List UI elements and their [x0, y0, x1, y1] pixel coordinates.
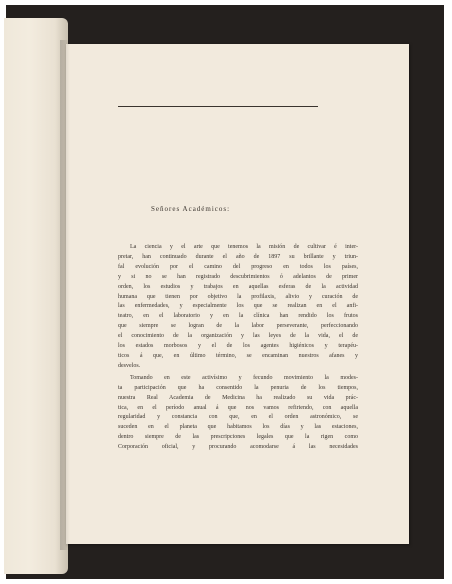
left-page-edge — [4, 18, 68, 574]
header-rule — [118, 106, 318, 107]
text-line: ta participación que ha consentido la penuria de los tiempos, — [118, 384, 358, 391]
text-line: regularidad y constancia con que, en el orden astronómico, se — [118, 414, 358, 421]
text-line: y si no se han registrado descubrimientos ó adelantos de primer — [118, 273, 358, 280]
paragraph-1 — [118, 243, 358, 372]
text-line: dentro siempre de las prescripciones legales que la rigen como — [118, 434, 358, 441]
text-line: fal evolución por el camino del progreso en todos los países, — [118, 263, 358, 270]
paragraph-2 — [118, 374, 358, 453]
text-line: La ciencia y el arte que tenemos la misión de cultivar é inter- — [130, 244, 358, 250]
body-text — [118, 243, 358, 455]
text-line: orden, los estudios y trabajos en aquellas esferas de la actividad — [118, 283, 358, 290]
book-gutter-shadow — [60, 40, 70, 550]
text-line: suceden en el planeta que habitamos los días y las estaciones, — [118, 424, 358, 431]
text-line: humana que tienen por objetivo la profilaxis, alivio y curación de — [118, 293, 358, 300]
text-line: Tomando en este activísimo y fecundo movimiento la modes- — [130, 374, 358, 381]
text-line: tica, en el período anual á que nos vamos refiriendo, con aquella — [118, 404, 358, 411]
text-line: los estados morbosos y el de los agentes higiénicos y terapéu- — [118, 343, 358, 350]
text-line: nuestra Real Academia de Medicina ha realizado su vida prác- — [118, 394, 358, 401]
text-line: que siempre se logran de la labor perseverante, perfeccionando — [118, 323, 358, 330]
text-line: teatro, en el laboratorio y en la clínica han rendido los frutos — [118, 313, 358, 320]
text-line: el conocimiento de la organización y las leyes de la vida, el de — [118, 333, 358, 340]
text-line: pretar, han continuado durante el año de 1897 su brillante y triun- — [118, 253, 358, 260]
text-line: las enfermedades, y especialmente los que se realizan en el anfi- — [118, 303, 358, 310]
text-line: desvelos. — [118, 362, 141, 369]
text-line: Corporación oficial, y procurando acomodarse á las necesidades — [118, 444, 358, 451]
text-line: ticos á que, en último término, se encaminan nuestros afanes y — [118, 352, 358, 359]
salutation: Señores Académicos: — [151, 205, 231, 213]
book-page — [66, 44, 409, 544]
